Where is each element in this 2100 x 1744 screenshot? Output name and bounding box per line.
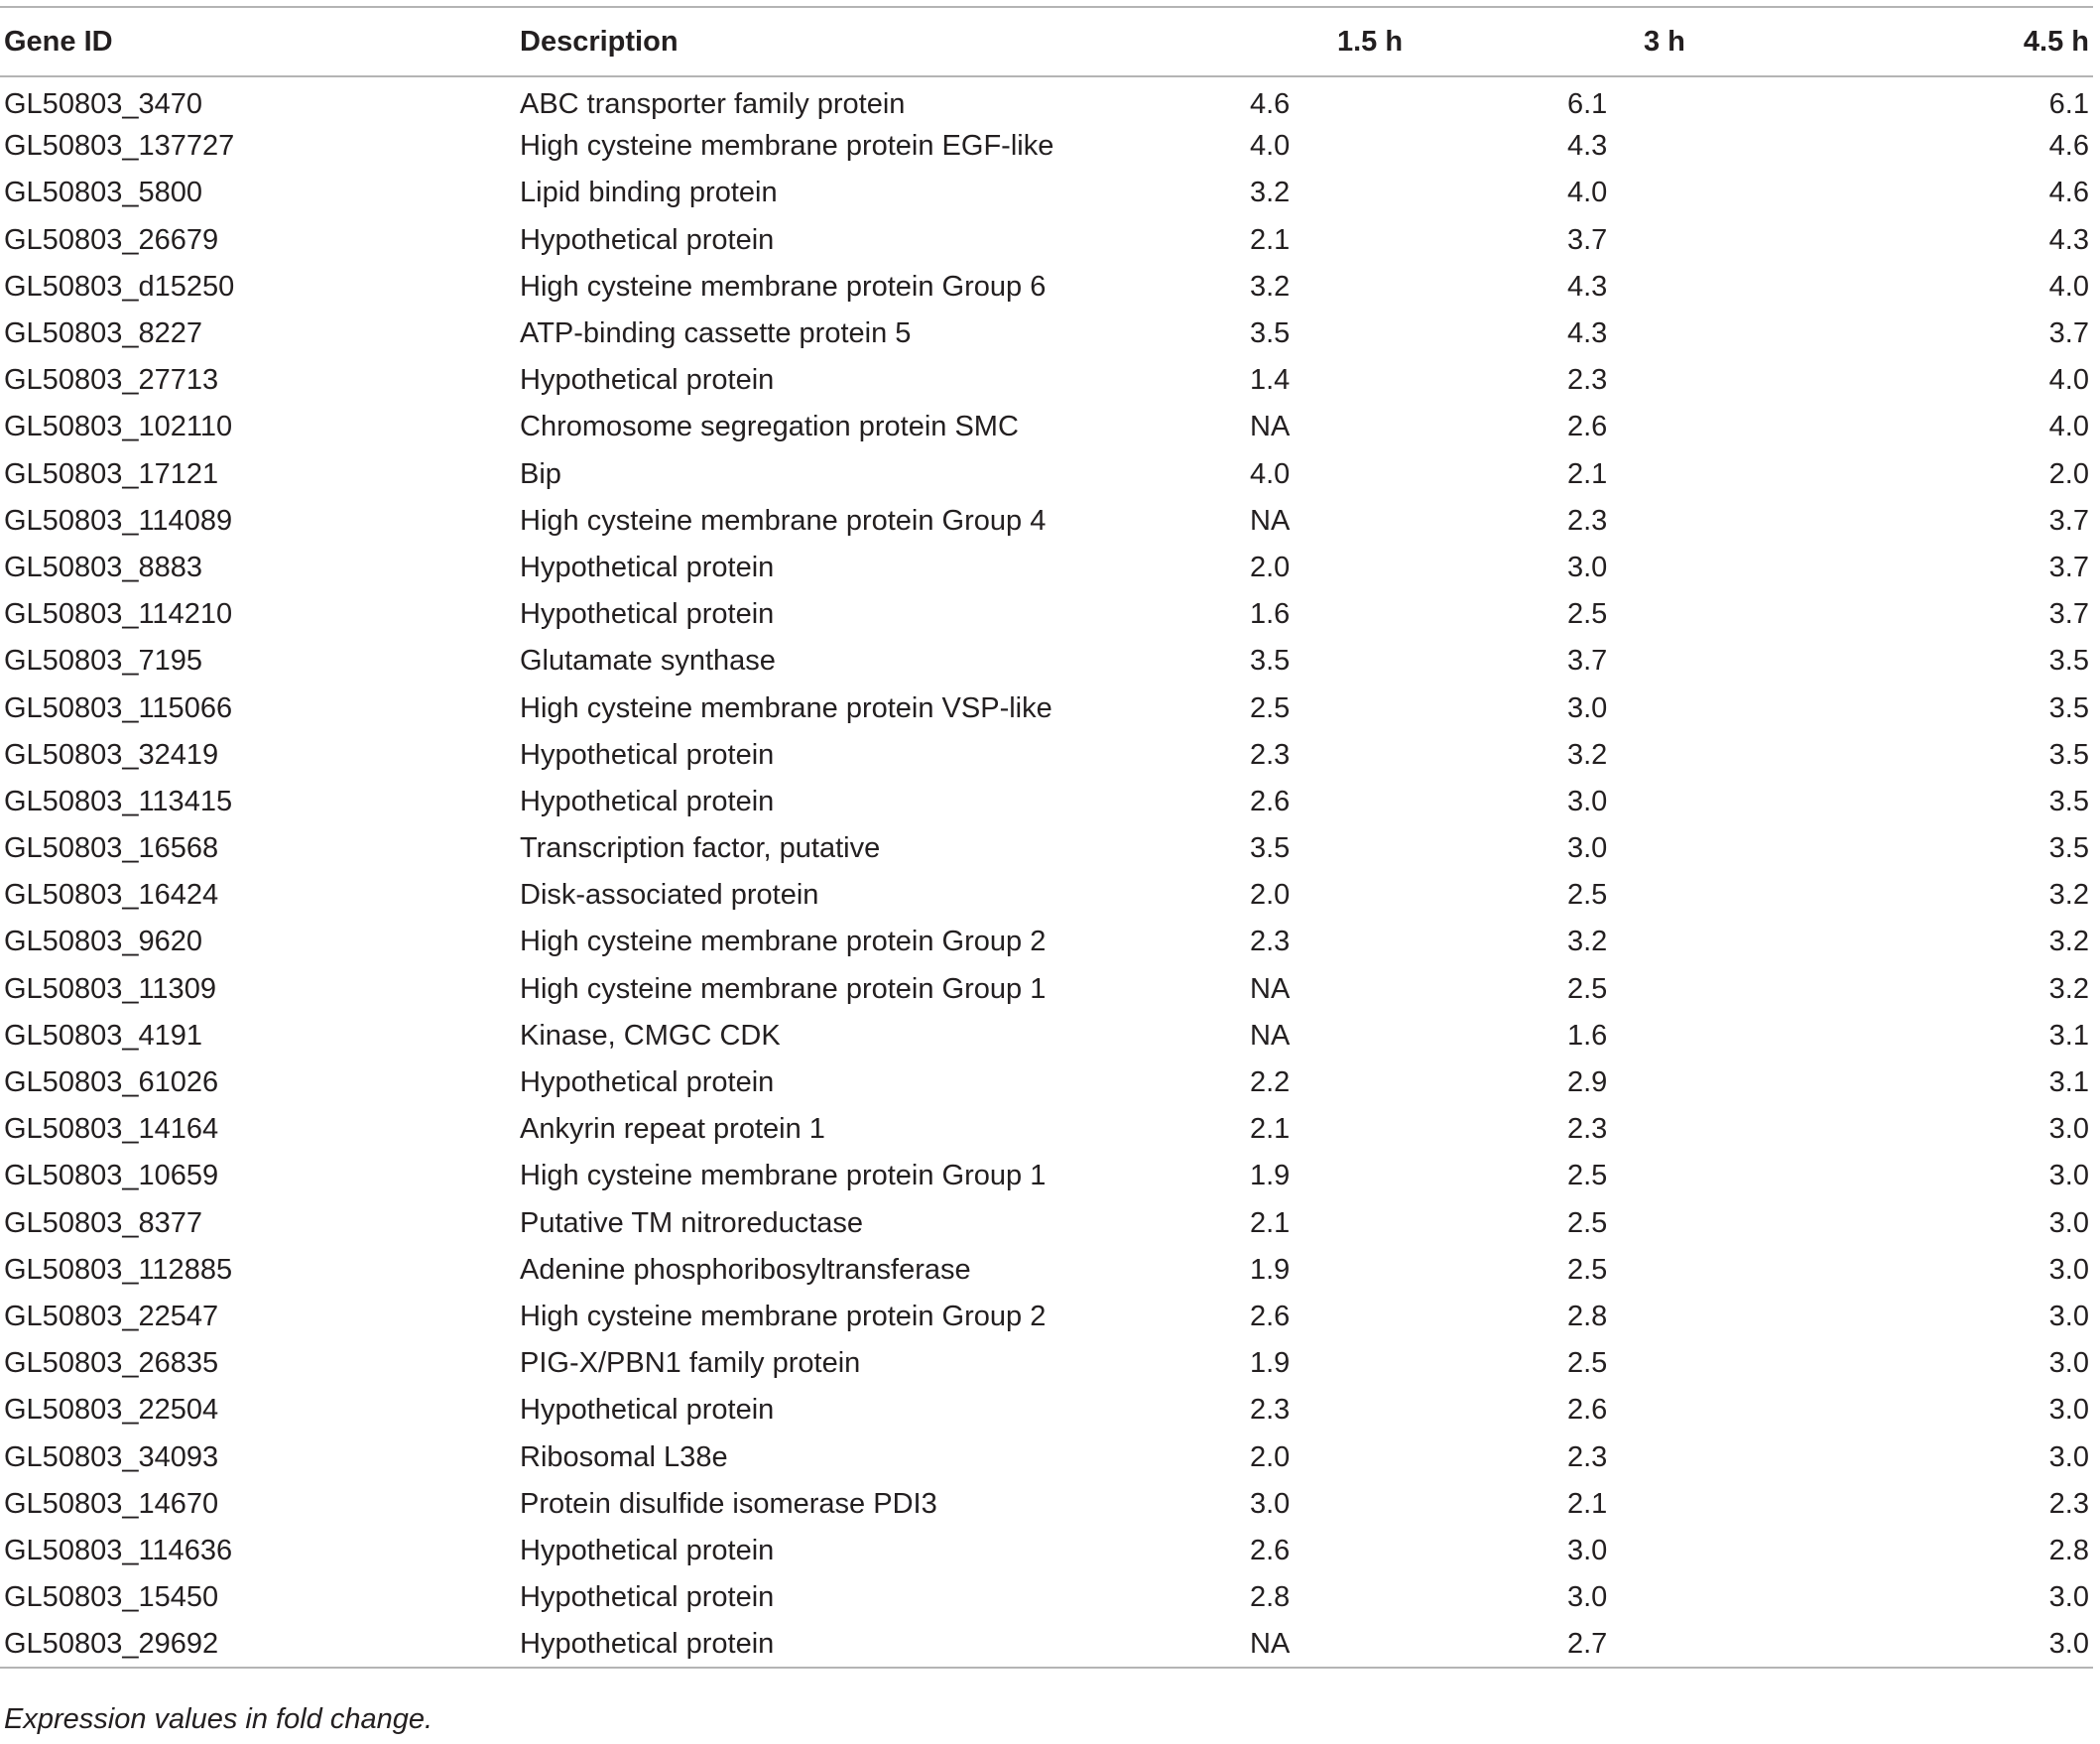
value-4-5h-cell: 3.2 — [2048, 926, 2089, 958]
gene-id-cell: GL50803_22547 — [4, 1300, 219, 1332]
value-1-5h-cell: 3.5 — [1250, 832, 1291, 865]
value-4-5h-cell: 3.0 — [2048, 1113, 2089, 1146]
description-cell: Ankyrin repeat protein 1 — [520, 1113, 825, 1146]
value-4-5h-cell: 3.0 — [2048, 1440, 2089, 1473]
value-4-5h-cell: 4.3 — [2048, 223, 2089, 256]
value-3h-cell: 3.0 — [1567, 1534, 1608, 1566]
value-1-5h-cell: 3.5 — [1250, 317, 1291, 350]
table-row — [0, 966, 2093, 1013]
value-3h-cell: 4.3 — [1567, 270, 1608, 303]
value-4-5h-cell: 2.8 — [2048, 1534, 2089, 1566]
value-4-5h-cell: 3.0 — [2048, 1253, 2089, 1286]
value-1-5h-cell: 2.0 — [1250, 551, 1291, 583]
gene-id-cell: GL50803_8377 — [4, 1206, 202, 1239]
value-1-5h-cell: 2.5 — [1250, 691, 1291, 724]
table-row — [0, 170, 2093, 216]
value-4-5h-cell: 3.0 — [2048, 1581, 2089, 1614]
value-1-5h-cell: 2.8 — [1250, 1581, 1291, 1614]
description-cell: Putative TM nitroreductase — [520, 1206, 864, 1239]
gene-id-cell: GL50803_113415 — [4, 785, 233, 817]
description-cell: Disk-associated protein — [520, 879, 819, 912]
value-3h-cell: 4.3 — [1567, 317, 1608, 350]
table-row — [0, 1481, 2093, 1528]
description-cell: Hypothetical protein — [520, 738, 775, 771]
description-cell: High cysteine membrane protein EGF-like — [520, 130, 1054, 163]
value-1-5h-cell: NA — [1250, 411, 1291, 443]
gene-id-cell: GL50803_115066 — [4, 691, 233, 724]
value-3h-cell: 2.5 — [1567, 972, 1608, 1005]
value-4-5h-cell: 3.0 — [2048, 1160, 2089, 1192]
table-row — [0, 1059, 2093, 1106]
description-cell: High cysteine membrane protein Group 2 — [520, 1300, 1047, 1332]
value-3h-cell: 3.0 — [1567, 832, 1608, 865]
gene-id-cell: GL50803_14670 — [4, 1487, 219, 1520]
value-1-5h-cell: NA — [1250, 972, 1291, 1005]
value-1-5h-cell: 1.4 — [1250, 364, 1291, 397]
value-3h-cell: 2.5 — [1567, 1347, 1608, 1380]
value-3h-cell: 2.3 — [1567, 1440, 1608, 1473]
description-cell: Adenine phosphoribosyltransferase — [520, 1253, 971, 1286]
value-1-5h-cell: 2.6 — [1250, 1300, 1291, 1332]
gene-id-cell: GL50803_114089 — [4, 504, 233, 537]
value-3h-cell: 4.3 — [1567, 130, 1608, 163]
table-footnote: Expression values in fold change. — [4, 1703, 433, 1735]
header-gene-id: Gene ID — [4, 25, 113, 58]
description-cell: Hypothetical protein — [520, 1394, 775, 1427]
value-4-5h-cell: 3.7 — [2048, 598, 2089, 631]
value-1-5h-cell: 3.5 — [1250, 645, 1291, 678]
value-1-5h-cell: 2.1 — [1250, 223, 1291, 256]
gene-id-cell: GL50803_16424 — [4, 879, 219, 912]
value-4-5h-cell: 3.7 — [2048, 317, 2089, 350]
value-3h-cell: 2.6 — [1567, 411, 1608, 443]
gene-id-cell: GL50803_10659 — [4, 1160, 219, 1192]
description-cell: Hypothetical protein — [520, 1534, 775, 1566]
value-1-5h-cell: 2.6 — [1250, 785, 1291, 817]
gene-id-cell: GL50803_112885 — [4, 1253, 233, 1286]
table-row — [0, 872, 2093, 919]
value-1-5h-cell: NA — [1250, 1019, 1291, 1052]
value-4-5h-cell: 4.0 — [2048, 270, 2089, 303]
value-1-5h-cell: 2.6 — [1250, 1534, 1291, 1566]
gene-id-cell: GL50803_27713 — [4, 364, 219, 397]
description-cell: Protein disulfide isomerase PDI3 — [520, 1487, 937, 1520]
value-4-5h-cell: 3.0 — [2048, 1206, 2089, 1239]
table-header-row — [0, 7, 2093, 76]
gene-id-cell: GL50803_114210 — [4, 598, 233, 631]
value-3h-cell: 2.3 — [1567, 504, 1608, 537]
header-4-5h: 4.5 h — [2023, 25, 2089, 58]
gene-id-cell: GL50803_102110 — [4, 411, 233, 443]
table-row — [0, 732, 2093, 779]
table-row — [0, 1200, 2093, 1247]
header-3h: 3 h — [1644, 25, 1685, 58]
value-4-5h-cell: 6.1 — [2048, 87, 2089, 120]
table-row — [0, 311, 2093, 357]
value-1-5h-cell: 2.3 — [1250, 926, 1291, 958]
table-row — [0, 591, 2093, 638]
table-row — [0, 217, 2093, 264]
table-row — [0, 1106, 2093, 1153]
value-4-5h-cell: 4.0 — [2048, 364, 2089, 397]
value-1-5h-cell: 2.2 — [1250, 1066, 1291, 1099]
table-row — [0, 919, 2093, 965]
gene-id-cell: GL50803_26835 — [4, 1347, 219, 1380]
value-4-5h-cell: 4.0 — [2048, 411, 2089, 443]
description-cell: High cysteine membrane protein Group 2 — [520, 926, 1047, 958]
gene-id-cell: GL50803_114636 — [4, 1534, 233, 1566]
value-1-5h-cell: 2.0 — [1250, 879, 1291, 912]
gene-id-cell: GL50803_61026 — [4, 1066, 219, 1099]
description-cell: Hypothetical protein — [520, 1627, 775, 1660]
gene-id-cell: GL50803_11309 — [4, 972, 216, 1005]
table-row — [0, 545, 2093, 591]
description-cell: ATP-binding cassette protein 5 — [520, 317, 912, 350]
value-3h-cell: 3.7 — [1567, 645, 1608, 678]
description-cell: Hypothetical protein — [520, 1066, 775, 1099]
value-1-5h-cell: NA — [1250, 1627, 1291, 1660]
gene-id-cell: GL50803_3470 — [4, 87, 202, 120]
value-1-5h-cell: 4.6 — [1250, 87, 1291, 120]
description-cell: PIG-X/PBN1 family protein — [520, 1347, 861, 1380]
value-1-5h-cell: 1.9 — [1250, 1347, 1291, 1380]
value-3h-cell: 2.1 — [1567, 457, 1608, 490]
gene-id-cell: GL50803_7195 — [4, 645, 202, 678]
header-description: Description — [520, 25, 679, 58]
description-cell: Chromosome segregation protein SMC — [520, 411, 1019, 443]
value-4-5h-cell: 3.7 — [2048, 551, 2089, 583]
table-row — [0, 1433, 2093, 1480]
table-row — [0, 1294, 2093, 1340]
value-1-5h-cell: 2.3 — [1250, 738, 1291, 771]
value-1-5h-cell: 4.0 — [1250, 130, 1291, 163]
value-4-5h-cell: 3.1 — [2048, 1019, 2089, 1052]
value-3h-cell: 3.2 — [1567, 738, 1608, 771]
value-4-5h-cell: 4.6 — [2048, 130, 2089, 163]
value-4-5h-cell: 3.5 — [2048, 691, 2089, 724]
description-cell: Transcription factor, putative — [520, 832, 881, 865]
description-cell: Hypothetical protein — [520, 551, 775, 583]
value-4-5h-cell: 3.2 — [2048, 972, 2089, 1005]
value-1-5h-cell: 3.0 — [1250, 1487, 1291, 1520]
value-4-5h-cell: 3.5 — [2048, 832, 2089, 865]
value-1-5h-cell: 1.9 — [1250, 1253, 1291, 1286]
table-row — [0, 1247, 2093, 1294]
table-row — [0, 357, 2093, 404]
table-row — [0, 779, 2093, 825]
table-row — [0, 1574, 2093, 1621]
value-3h-cell: 3.0 — [1567, 551, 1608, 583]
value-4-5h-cell: 4.6 — [2048, 177, 2089, 209]
description-cell: Hypothetical protein — [520, 364, 775, 397]
description-cell: Kinase, CMGC CDK — [520, 1019, 781, 1052]
gene-id-cell: GL50803_14164 — [4, 1113, 219, 1146]
table-row — [0, 1153, 2093, 1199]
table-row — [0, 76, 2093, 123]
gene-id-cell: GL50803_34093 — [4, 1440, 219, 1473]
value-3h-cell: 2.5 — [1567, 598, 1608, 631]
gene-id-cell: GL50803_137727 — [4, 130, 235, 163]
gene-id-cell: GL50803_5800 — [4, 177, 202, 209]
gene-id-cell: GL50803_29692 — [4, 1627, 219, 1660]
gene-id-cell: GL50803_9620 — [4, 926, 202, 958]
description-cell: Hypothetical protein — [520, 223, 775, 256]
description-cell: Hypothetical protein — [520, 1581, 775, 1614]
description-cell: Hypothetical protein — [520, 598, 775, 631]
value-4-5h-cell: 3.0 — [2048, 1300, 2089, 1332]
value-4-5h-cell: 3.0 — [2048, 1347, 2089, 1380]
value-1-5h-cell: 2.3 — [1250, 1394, 1291, 1427]
table-row — [0, 1013, 2093, 1059]
value-3h-cell: 3.0 — [1567, 691, 1608, 724]
table-row — [0, 1387, 2093, 1433]
description-cell: High cysteine membrane protein Group 4 — [520, 504, 1047, 537]
table-row — [0, 685, 2093, 731]
table-row — [0, 123, 2093, 170]
table-row — [0, 404, 2093, 450]
value-4-5h-cell: 3.2 — [2048, 879, 2089, 912]
gene-id-cell: GL50803_8227 — [4, 317, 202, 350]
value-3h-cell: 2.5 — [1567, 1253, 1608, 1286]
value-1-5h-cell: 2.0 — [1250, 1440, 1291, 1473]
table-row — [0, 638, 2093, 685]
value-4-5h-cell: 3.1 — [2048, 1066, 2089, 1099]
table-row — [0, 451, 2093, 498]
description-cell: Glutamate synthase — [520, 645, 776, 678]
value-3h-cell: 3.0 — [1567, 1581, 1608, 1614]
table-row — [0, 498, 2093, 545]
gene-id-cell: GL50803_17121 — [4, 457, 219, 490]
value-4-5h-cell: 3.5 — [2048, 785, 2089, 817]
value-1-5h-cell: 1.9 — [1250, 1160, 1291, 1192]
value-3h-cell: 2.8 — [1567, 1300, 1608, 1332]
table-row — [0, 1340, 2093, 1387]
table-body — [0, 76, 2093, 1668]
table-row — [0, 1621, 2093, 1668]
value-1-5h-cell: 3.2 — [1250, 270, 1291, 303]
value-3h-cell: 2.6 — [1567, 1394, 1608, 1427]
value-4-5h-cell: 3.7 — [2048, 504, 2089, 537]
header-1-5h: 1.5 h — [1337, 25, 1404, 58]
gene-expression-table — [0, 6, 2093, 1669]
value-3h-cell: 2.9 — [1567, 1066, 1608, 1099]
description-cell: Ribosomal L38e — [520, 1440, 728, 1473]
value-3h-cell: 2.7 — [1567, 1627, 1608, 1660]
value-1-5h-cell: 3.2 — [1250, 177, 1291, 209]
description-cell: Bip — [520, 457, 561, 490]
value-3h-cell: 2.3 — [1567, 364, 1608, 397]
table-row — [0, 264, 2093, 311]
value-3h-cell: 1.6 — [1567, 1019, 1608, 1052]
gene-id-cell: GL50803_15450 — [4, 1581, 219, 1614]
gene-id-cell: GL50803_32419 — [4, 738, 219, 771]
table-row — [0, 825, 2093, 872]
value-3h-cell: 3.0 — [1567, 785, 1608, 817]
table-row — [0, 1528, 2093, 1574]
value-4-5h-cell: 2.3 — [2048, 1487, 2089, 1520]
description-cell: High cysteine membrane protein Group 6 — [520, 270, 1047, 303]
value-1-5h-cell: 1.6 — [1250, 598, 1291, 631]
description-cell: High cysteine membrane protein Group 1 — [520, 1160, 1047, 1192]
value-4-5h-cell: 3.5 — [2048, 645, 2089, 678]
value-4-5h-cell: 3.0 — [2048, 1394, 2089, 1427]
value-3h-cell: 6.1 — [1567, 87, 1608, 120]
gene-id-cell: GL50803_8883 — [4, 551, 202, 583]
value-4-5h-cell: 3.0 — [2048, 1627, 2089, 1660]
value-1-5h-cell: 2.1 — [1250, 1113, 1291, 1146]
gene-id-cell: GL50803_16568 — [4, 832, 219, 865]
value-3h-cell: 2.3 — [1567, 1113, 1608, 1146]
value-1-5h-cell: 4.0 — [1250, 457, 1291, 490]
value-3h-cell: 4.0 — [1567, 177, 1608, 209]
value-4-5h-cell: 2.0 — [2048, 457, 2089, 490]
description-cell: Lipid binding protein — [520, 177, 778, 209]
description-cell: High cysteine membrane protein VSP-like — [520, 691, 1052, 724]
gene-id-cell: GL50803_26679 — [4, 223, 219, 256]
value-3h-cell: 3.2 — [1567, 926, 1608, 958]
description-cell: High cysteine membrane protein Group 1 — [520, 972, 1047, 1005]
value-1-5h-cell: 2.1 — [1250, 1206, 1291, 1239]
value-4-5h-cell: 3.5 — [2048, 738, 2089, 771]
description-cell: Hypothetical protein — [520, 785, 775, 817]
description-cell: ABC transporter family protein — [520, 87, 906, 120]
value-3h-cell: 3.7 — [1567, 223, 1608, 256]
value-3h-cell: 2.5 — [1567, 1160, 1608, 1192]
gene-id-cell: GL50803_d15250 — [4, 270, 235, 303]
value-3h-cell: 2.5 — [1567, 879, 1608, 912]
value-1-5h-cell: NA — [1250, 504, 1291, 537]
value-3h-cell: 2.1 — [1567, 1487, 1608, 1520]
gene-id-cell: GL50803_4191 — [4, 1019, 202, 1052]
gene-id-cell: GL50803_22504 — [4, 1394, 219, 1427]
value-3h-cell: 2.5 — [1567, 1206, 1608, 1239]
